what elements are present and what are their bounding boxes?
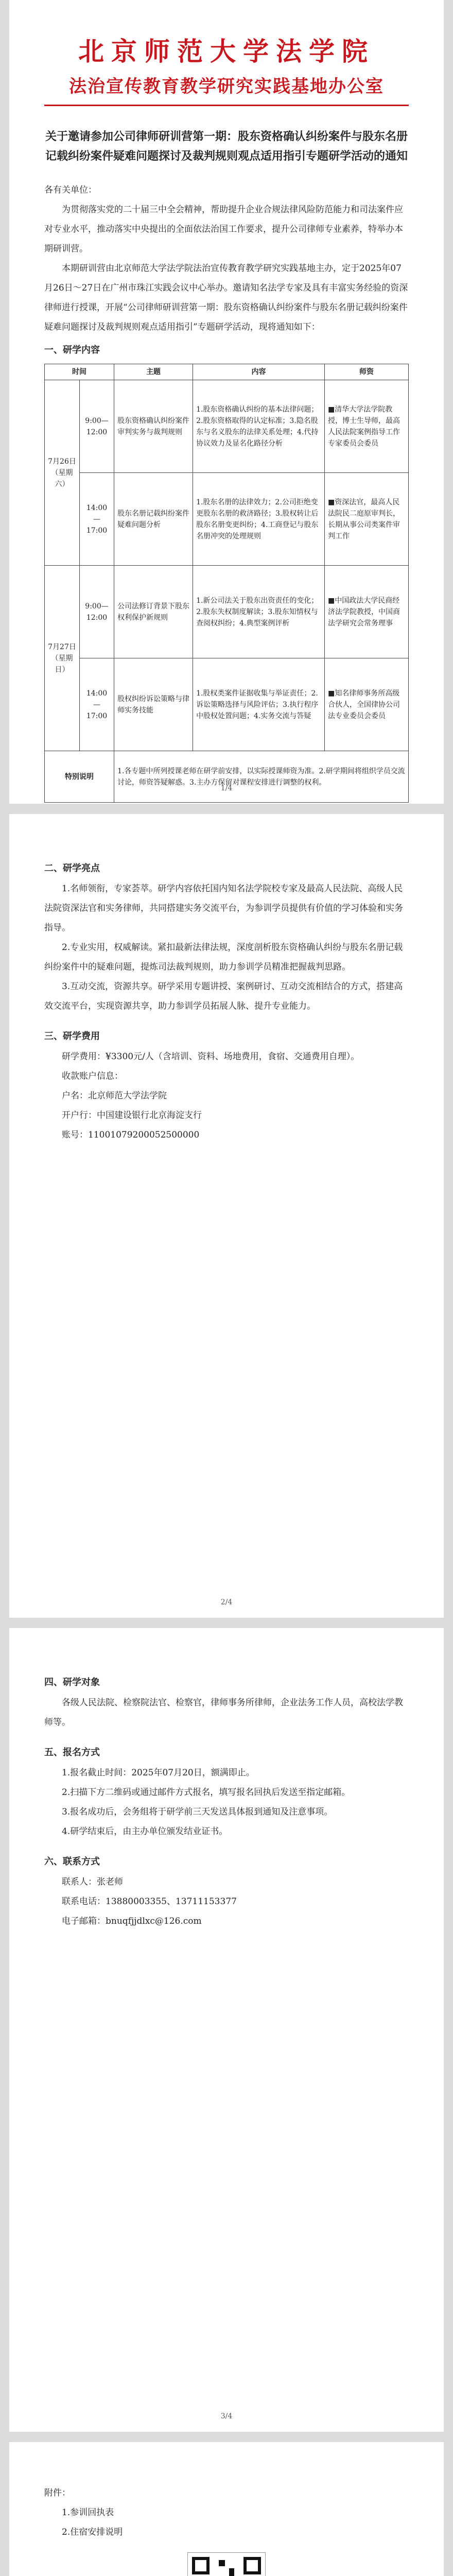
row-content: 1.股权类案件证据收集与举证责任；2.诉讼策略选择与风险评估；3.执行程序中股权处置问题；4.实务交流与答疑 xyxy=(193,658,325,751)
table-note-row xyxy=(45,751,409,803)
fee-text: 研学费用：¥3300元/人（含培训、资料、场地费用，食宿、交通费用自理）。 xyxy=(62,1052,360,1062)
row-topic: 股东资格确认纠纷案件审判实务与裁判规则 xyxy=(114,380,193,473)
schedule-table xyxy=(44,364,409,803)
table-row xyxy=(45,658,409,751)
row-content: 1.股东名册的法律效力；2.公司拒绝变更股东名册的救济路径；3.股权转让后股东名册变更纠纷；4.工商登记与股东名册冲突的处理规则 xyxy=(193,473,325,566)
registration-item: 3.报名成功后，会务组将于研学前三天发送具体报到通知及注意事项。 xyxy=(62,1807,333,1817)
row-teacher: ■知名律师事务所高级合伙人，全国律协公司法专业委员会委员 xyxy=(325,658,409,751)
section-6-heading: 六、联系方式 xyxy=(44,1856,100,1867)
row-topic: 公司法修订背景下股东权利保护新规则 xyxy=(114,566,193,658)
section-3-heading: 三、研学费用 xyxy=(44,1031,100,1042)
row-date: 7月27日（星期日） xyxy=(45,566,80,751)
section-4-heading: 四、研学对象 xyxy=(44,1677,100,1688)
page-2 xyxy=(9,814,444,1618)
registration-item: 2.扫描下方二维码或通过邮件方式报名，填写报名回执后发送至指定邮箱。 xyxy=(62,1787,351,1798)
highlight-item: 1.名师领衔，专家荟萃。研学内容依托国内知名法学院校专家及最高人民法院、高级人民法院资深法官和实务律师，共同搭建实务交流平台，为参训学员提供有价值的学习体验和实务指导。 xyxy=(44,884,403,933)
page-number: 1/4 xyxy=(220,784,233,792)
attachments-label: 附件： xyxy=(44,2488,71,2498)
account-name: 户名：北京师范大学法学院 xyxy=(62,1091,167,1101)
table-row xyxy=(45,380,409,473)
row-teacher: ■清华大学法学院教授，博士生导师，最高人民法院案例指导工作专家委员会委员 xyxy=(325,380,409,473)
document-title: 关于邀请参加公司律师研训营第一期：股东资格确认纠纷案件与股东名册记载纠纷案件疑难问题探讨及裁判规则观点适用指引专题研学活动的通知 xyxy=(45,130,408,163)
note-text: 1.各专题中所列授课老师在研学前安排，以实际授课师资为准。2.研学期间将组织学员交流讨论，师资答疑解惑。3.主办方保留对课程安排进行调整的权利。 xyxy=(114,751,409,803)
row-time: 14:00—17:00 xyxy=(80,473,114,566)
page-number: 2/4 xyxy=(220,1598,233,1606)
row-time: 9:00—12:00 xyxy=(80,566,114,658)
table-row xyxy=(45,566,409,658)
account-title: 收款账户信息： xyxy=(62,1071,123,1081)
section-2-heading: 二、研学亮点 xyxy=(44,863,100,874)
attachment-2: 2.住宿安排说明 xyxy=(62,2527,123,2537)
note-label: 特别说明 xyxy=(45,751,114,803)
intro-paragraph: 为贯彻落实党的二十届三中全会精神，帮助提升企业合规法律风险防范能力和司法案件应对专业水平，推动落实中央提出的全面依法治国工作要求，提升公司律师专业素养，特举办本期研训营。 xyxy=(44,205,403,254)
account-bank: 开户行：中国建设银行北京海淀支行 xyxy=(62,1110,202,1121)
row-content: 1.新公司法关于股东出资责任的变化；2.股东失权制度解读；3.股东知情权与查阅权纠纷；4.典型案例评析 xyxy=(193,566,325,658)
col-time: 时间 xyxy=(45,364,114,380)
contact-email[interactable]: 电子邮箱：bnuqfjjdlxc@126.com xyxy=(62,1916,202,1926)
contact-phone: 联系电话：13880003355、13711153377 xyxy=(62,1896,237,1907)
row-teacher: ■中国政法大学民商经济法学院教授，中国商法学研究会常务理事 xyxy=(325,566,409,658)
attachment-1: 1.参训回执表 xyxy=(62,2507,114,2518)
section-1-heading: 一、研学内容 xyxy=(44,345,100,355)
section-5-heading: 五、报名方式 xyxy=(44,1747,100,1758)
letterhead-university: 北京师范大学法学院 xyxy=(78,36,375,66)
row-topic: 股权纠纷诉讼策略与律师实务技能 xyxy=(114,658,193,751)
contact-person: 联系人：张老师 xyxy=(62,1877,123,1887)
row-time: 14:00—17:00 xyxy=(80,658,114,751)
account-number: 账号：11001079200052500000 xyxy=(62,1130,200,1140)
page-3 xyxy=(9,1628,444,2432)
highlight-item: 3.互动交流，资源共享。研学采用专题讲授、案例研讨、互动交流相结合的方式，搭建高效交流平台，实现资源共享，助力参训学员拓展人脉、提升专业能力。 xyxy=(44,981,403,1011)
col-topic: 主题 xyxy=(114,364,193,380)
page-1 xyxy=(9,0,444,804)
col-teacher: 师资 xyxy=(325,364,409,380)
col-content: 内容 xyxy=(193,364,325,380)
table-row xyxy=(45,473,409,566)
registration-item: 1.报名截止时间：2025年07月20日，额满即止。 xyxy=(62,1768,255,1778)
greeting: 各有关单位： xyxy=(44,185,97,195)
red-divider xyxy=(44,105,409,106)
registration-item: 4.研学结束后，由主办单位颁发结业证书。 xyxy=(62,1826,228,1837)
registration-qr-code[interactable] xyxy=(187,2552,266,2576)
row-teacher: ■资深法官，最高人民法院民二庭原审判长，长期从事公司类案件审判工作 xyxy=(325,473,409,566)
page-4 xyxy=(9,2442,444,2576)
letterhead-office: 法治宣传教育教学研究实践基地办公室 xyxy=(69,76,384,97)
target-text: 各级人民法院、检察院法官、检察官，律师事务所律师，企业法务工作人员，高校法学教师等。 xyxy=(44,1698,403,1727)
row-date: 7月26日（星期六） xyxy=(45,380,80,566)
page-number: 3/4 xyxy=(220,2412,233,2420)
highlight-item: 2.专业实用，权威解读。紧扣最新法律法规，深度剖析股东资格确认纠纷与股东名册记载纠纷案件中的疑难问题，提炼司法裁判规则，助力参训学员精准把握裁判思路。 xyxy=(44,942,403,972)
intro-paragraph-2: 本期研训营由北京师范大学法学院法治宣传教育教学研究实践基地主办，定于2025年07月26日～27日在广州市珠江实践会议中心举办。邀请知名法学专家及具有丰富实务经验的资深律师进行授课，开展“公司律师研训营第一期：股东资格确认纠纷案件与股东名册记载纠纷案件疑难问题探讨及裁判规则观点适用指引”专题研学活动，现将通知如下： xyxy=(44,263,408,332)
row-time: 9:00—12:00 xyxy=(80,380,114,473)
row-content: 1.股东资格确认纠纷的基本法律问题；2.股东资格取得的认定标准；3.隐名股东与名义股东的法律关系处理；4.代持协议效力及显名化路径分析 xyxy=(193,380,325,473)
row-topic: 股东名册记载纠纷案件疑难问题分析 xyxy=(114,473,193,566)
